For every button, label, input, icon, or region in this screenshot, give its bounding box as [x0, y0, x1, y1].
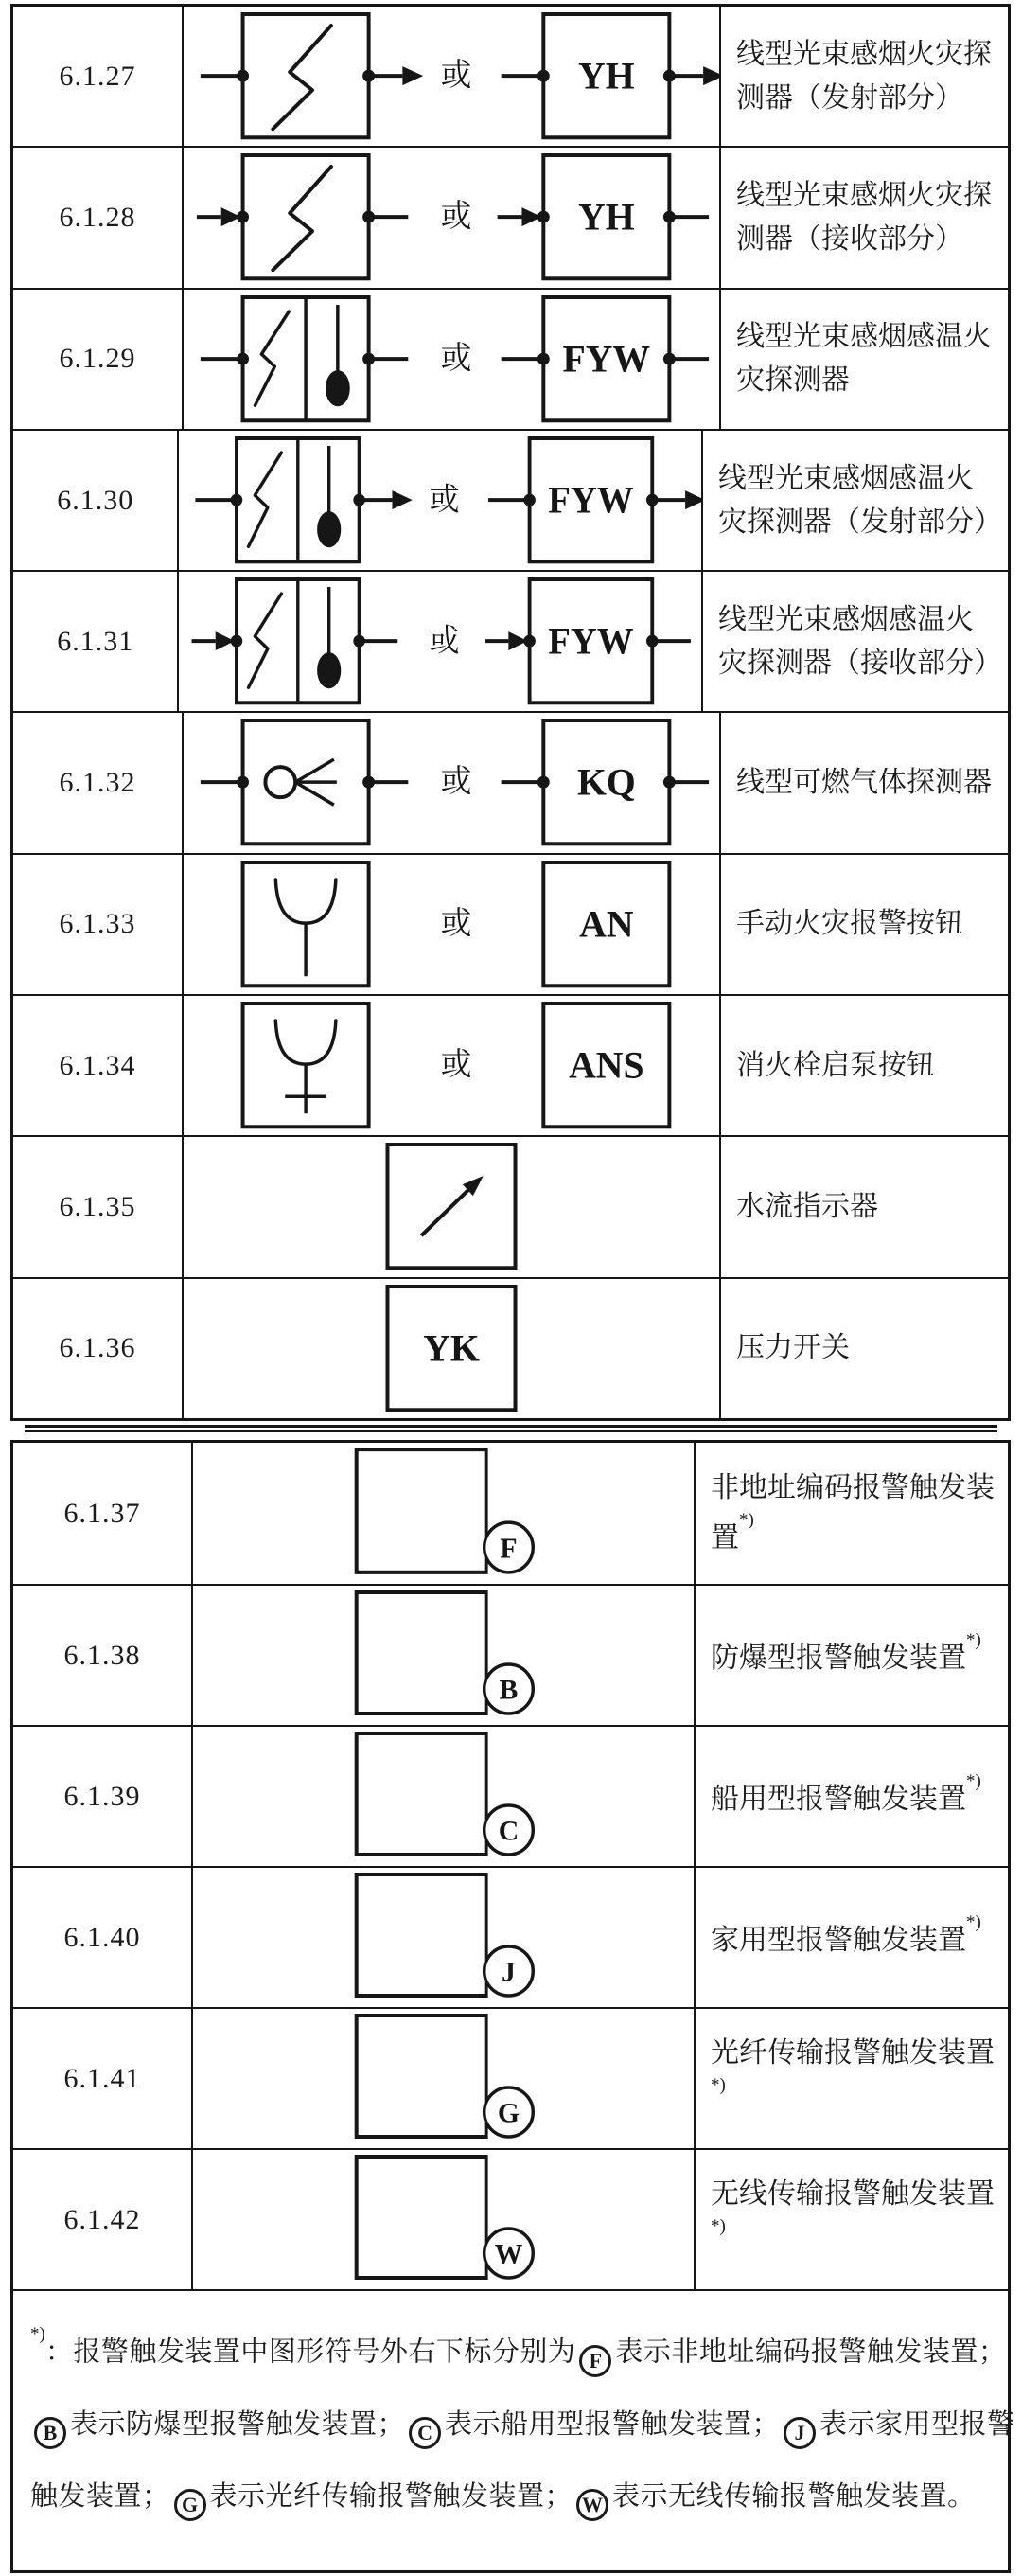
description-line — [711, 2075, 1002, 2125]
circled-letter-C: C — [409, 2417, 441, 2449]
table-row — [13, 7, 1008, 146]
description-line — [718, 501, 1002, 544]
badge-letter: B — [499, 1674, 519, 1706]
symbol-abbr-text: AN — [579, 902, 634, 946]
light-beam-icon — [255, 311, 289, 405]
footnote-text: 表示无线传输报警触发装置。 — [612, 2480, 976, 2512]
symbol-graphic — [184, 855, 719, 994]
description-line — [736, 1326, 1002, 1370]
badge-letter: G — [497, 2097, 520, 2129]
footnote-marker: *) — [966, 1912, 981, 1932]
or-label: 或 — [430, 624, 461, 659]
description-text: 线型光束感烟火灾探 — [736, 179, 992, 211]
table-row — [13, 853, 1008, 994]
row-symbol-cell — [191, 2009, 696, 2148]
footnote-text: 触发装置； — [30, 2480, 170, 2512]
or-label: 或 — [440, 906, 472, 942]
description-line — [711, 2216, 1002, 2266]
row-symbol-cell — [182, 1137, 721, 1276]
row-code: 6.1.30 — [57, 484, 134, 516]
description-line — [711, 1771, 1002, 1821]
description-line — [736, 1185, 1002, 1229]
row-symbol-cell — [177, 572, 703, 711]
badge-letter: C — [498, 1815, 520, 1847]
circled-letter-W: W — [576, 2489, 608, 2521]
description-line — [736, 33, 1002, 77]
row-symbol-cell — [191, 1727, 696, 1866]
symbol-box-graphic — [243, 14, 369, 137]
footnote-text: 表示船用型报警触发装置； — [445, 2408, 781, 2440]
description-line — [736, 315, 1002, 359]
row-description — [703, 572, 1008, 711]
footnote-marker: *) — [739, 1510, 754, 1530]
symbol-box — [357, 2016, 486, 2137]
symbol-box — [357, 1449, 486, 1572]
row-symbol-cell — [182, 148, 721, 287]
description-line — [736, 1044, 1002, 1088]
badge-letter: F — [500, 1532, 518, 1565]
description-line — [718, 642, 1002, 685]
row-symbol-cell — [182, 713, 721, 852]
row-description — [696, 1868, 1008, 2007]
direction-arrow-icon — [686, 490, 701, 509]
description-text: 非地址编码报警触发装 — [711, 1472, 995, 1503]
heat-sensor-bulb-icon — [318, 511, 342, 547]
row-description — [696, 1727, 1008, 1866]
row-description — [721, 148, 1008, 287]
description-text: 灾探测器（接收部分） — [718, 647, 1002, 679]
connection-line — [295, 783, 334, 806]
footnote-text: 表示非地址编码报警触发装置； — [615, 2336, 1007, 2368]
table-row — [13, 2007, 1008, 2148]
footnote-marker: *) — [711, 2075, 726, 2095]
heat-sensor-bulb-icon — [318, 652, 342, 688]
table-row — [13, 429, 1008, 570]
description-text: 线型可燃气体探测器 — [736, 767, 992, 799]
symbol-graphic — [193, 1586, 694, 1725]
row-description — [721, 290, 1008, 429]
row-code: 6.1.27 — [59, 60, 136, 92]
footnote-marker: *) — [711, 2216, 726, 2236]
symbol-box — [357, 1592, 486, 1714]
symbol-graphic — [193, 2009, 694, 2148]
symbol-abbr-text: YK — [423, 1326, 480, 1370]
row-symbol-cell — [182, 1279, 721, 1418]
badge-letter: J — [502, 1956, 516, 1988]
description-line — [718, 598, 1002, 642]
light-beam-icon — [273, 26, 331, 129]
circled-letter-J: J — [784, 2417, 816, 2449]
row-code: 6.1.39 — [63, 1780, 141, 1812]
table-footnote — [13, 2289, 1015, 2570]
footnote-marker: *) — [966, 1630, 981, 1650]
symbol-box — [357, 1733, 486, 1855]
description-line — [718, 457, 1002, 501]
symbol-box-graphic — [243, 155, 369, 278]
row-symbol-cell — [182, 7, 721, 146]
row-description — [721, 7, 1008, 146]
heat-sensor-bulb-icon — [326, 370, 350, 406]
symbol-abbr-text: YH — [578, 195, 635, 240]
row-symbol-cell — [177, 431, 703, 570]
gas-detector-icon — [265, 768, 295, 798]
symbol-table-1 — [10, 4, 1011, 1421]
table-row — [13, 570, 1008, 711]
description-line — [736, 77, 1002, 120]
description-text: 线型光束感烟感温火 — [718, 603, 974, 635]
row-description — [721, 1137, 1008, 1276]
description-line — [711, 1466, 1002, 1510]
footnote-text: 表示家用型报警 — [819, 2408, 1015, 2440]
description-text: 消火栓启泵按钮 — [736, 1049, 935, 1081]
symbol-abbr-text: FYW — [562, 337, 651, 381]
symbol-box — [357, 1874, 486, 1996]
circled-letter-G: G — [174, 2489, 206, 2521]
symbol-box — [357, 2157, 486, 2278]
row-description — [696, 2009, 1008, 2148]
row-code: 6.1.31 — [57, 625, 134, 657]
row-description — [721, 713, 1008, 852]
symbol-abbr-text: FYW — [548, 619, 635, 663]
footnote-line — [30, 2389, 1015, 2461]
symbol-graphic — [193, 1868, 694, 2007]
footnote-text: 表示光纤传输报警触发装置； — [209, 2480, 573, 2512]
description-line — [736, 761, 1002, 805]
table-row — [13, 711, 1008, 852]
row-symbol-cell — [191, 1443, 696, 1584]
symbol-graphic — [184, 290, 719, 429]
or-label: 或 — [430, 482, 461, 518]
table-row — [13, 146, 1008, 287]
footnote-marker: *) — [966, 1771, 981, 1791]
row-code: 6.1.38 — [63, 1639, 141, 1671]
description-text: 线型光束感烟感温火 — [736, 321, 992, 353]
description-text: 水流指示器 — [736, 1191, 878, 1223]
symbol-graphic — [184, 148, 719, 287]
row-code: 6.1.41 — [63, 2062, 141, 2094]
row-description — [721, 855, 1008, 994]
row-description — [696, 2150, 1008, 2289]
row-description — [696, 1586, 1008, 1725]
row-code: 6.1.37 — [63, 1497, 141, 1529]
light-beam-icon — [249, 594, 282, 687]
symbol-graphic — [193, 2150, 694, 2289]
description-line — [736, 218, 1002, 261]
or-label: 或 — [440, 1048, 472, 1083]
description-text: 压力开关 — [736, 1332, 850, 1364]
direction-arrow-icon — [703, 66, 719, 85]
row-code: 6.1.28 — [59, 201, 136, 233]
symbol-graphic — [179, 572, 701, 711]
row-code: 6.1.33 — [59, 908, 136, 940]
table-row — [13, 1584, 1008, 1725]
separator-thick-line — [25, 1425, 997, 1428]
description-text: 光纤传输报警触发装置 — [711, 2037, 995, 2069]
row-description — [721, 996, 1008, 1135]
row-code: 6.1.34 — [59, 1049, 136, 1081]
or-label: 或 — [440, 341, 472, 376]
row-symbol-cell — [191, 1586, 696, 1725]
or-label: 或 — [440, 765, 472, 800]
description-line — [711, 1630, 1002, 1680]
symbol-graphic — [184, 7, 719, 146]
symbol-abbr-text: ANS — [569, 1043, 644, 1087]
light-beam-icon — [249, 453, 282, 546]
description-text: 无线传输报警触发装置 — [711, 2178, 995, 2210]
table-row — [13, 1277, 1008, 1418]
table-row — [13, 1866, 1008, 2007]
circled-letter-B: B — [34, 2417, 66, 2449]
row-code: 6.1.32 — [59, 767, 136, 799]
table-row — [13, 1443, 1008, 1584]
description-text: 家用型报警触发装置 — [711, 1925, 966, 1956]
symbol-abbr-text: KQ — [576, 761, 636, 805]
row-code: 6.1.29 — [59, 343, 136, 375]
table-row — [13, 288, 1008, 429]
table-row — [13, 1135, 1008, 1276]
symbol-table-2 — [10, 1440, 1015, 2573]
description-line — [711, 1510, 1002, 1560]
description-text: 测器（发射部分） — [736, 81, 963, 114]
table-separator-rule — [25, 1425, 997, 1432]
description-line — [711, 1912, 1002, 1963]
connection-line — [421, 1188, 470, 1235]
description-text: 灾探测器（发射部分） — [718, 506, 1002, 538]
footnote-line — [30, 2461, 991, 2532]
symbol-abbr-text: YH — [578, 54, 635, 98]
row-description — [703, 431, 1008, 570]
row-code: 6.1.36 — [59, 1332, 136, 1364]
row-symbol-cell — [182, 290, 721, 429]
description-line — [736, 174, 1002, 218]
description-text: 灾探测器 — [736, 364, 850, 397]
direction-arrow-icon — [402, 66, 423, 85]
footnote-text: ：报警触发装置中图形符号外右下标分别为 — [44, 2336, 576, 2368]
footnote-marker: *) — [30, 2324, 45, 2344]
symbol-graphic — [184, 996, 719, 1135]
footnote-text: 表示防爆型报警触发装置； — [70, 2408, 406, 2440]
description-line — [711, 2032, 1002, 2075]
symbol-graphic — [179, 431, 701, 570]
footnote-line — [30, 2310, 1007, 2389]
description-text: 线型光束感烟火灾探 — [736, 38, 992, 70]
call-point-icon — [275, 1021, 336, 1064]
direction-arrow-icon — [393, 490, 413, 509]
symbol-graphic — [184, 713, 719, 852]
row-code: 6.1.42 — [63, 2203, 141, 2235]
symbol-graphic — [184, 1279, 719, 1418]
or-label: 或 — [440, 200, 472, 235]
description-text: 置 — [711, 1522, 739, 1554]
light-beam-icon — [273, 167, 331, 270]
description-line — [711, 2173, 1002, 2216]
row-symbol-cell — [182, 855, 721, 994]
table-row — [13, 1725, 1008, 1866]
row-symbol-cell — [182, 996, 721, 1135]
symbol-graphic — [193, 1443, 694, 1584]
description-text: 线型光束感烟感温火 — [718, 462, 974, 494]
description-line — [736, 902, 1002, 946]
symbol-graphic — [193, 1727, 694, 1866]
circled-letter-F: F — [579, 2345, 611, 2377]
description-text: 手动火灾报警按钮 — [736, 908, 963, 940]
symbol-abbr-text: FYW — [548, 478, 635, 522]
symbol-graphic — [184, 1137, 719, 1276]
connection-line — [295, 760, 334, 783]
row-code: 6.1.35 — [59, 1191, 136, 1223]
description-text: 船用型报警触发装置 — [711, 1784, 966, 1815]
row-description — [721, 1279, 1008, 1418]
badge-letter: W — [494, 2238, 523, 2270]
separator-thin-line — [25, 1430, 997, 1432]
call-point-icon — [275, 879, 336, 923]
row-code: 6.1.40 — [63, 1921, 141, 1953]
row-symbol-cell — [191, 1868, 696, 2007]
description-text: 防爆型报警触发装置 — [711, 1643, 966, 1674]
description-line — [736, 359, 1002, 402]
row-symbol-cell — [191, 2150, 696, 2289]
or-label: 或 — [440, 59, 472, 94]
description-text: 测器（接收部分） — [736, 222, 963, 255]
table-row — [13, 994, 1008, 1135]
table-row — [13, 2148, 1008, 2289]
row-description — [696, 1443, 1008, 1584]
